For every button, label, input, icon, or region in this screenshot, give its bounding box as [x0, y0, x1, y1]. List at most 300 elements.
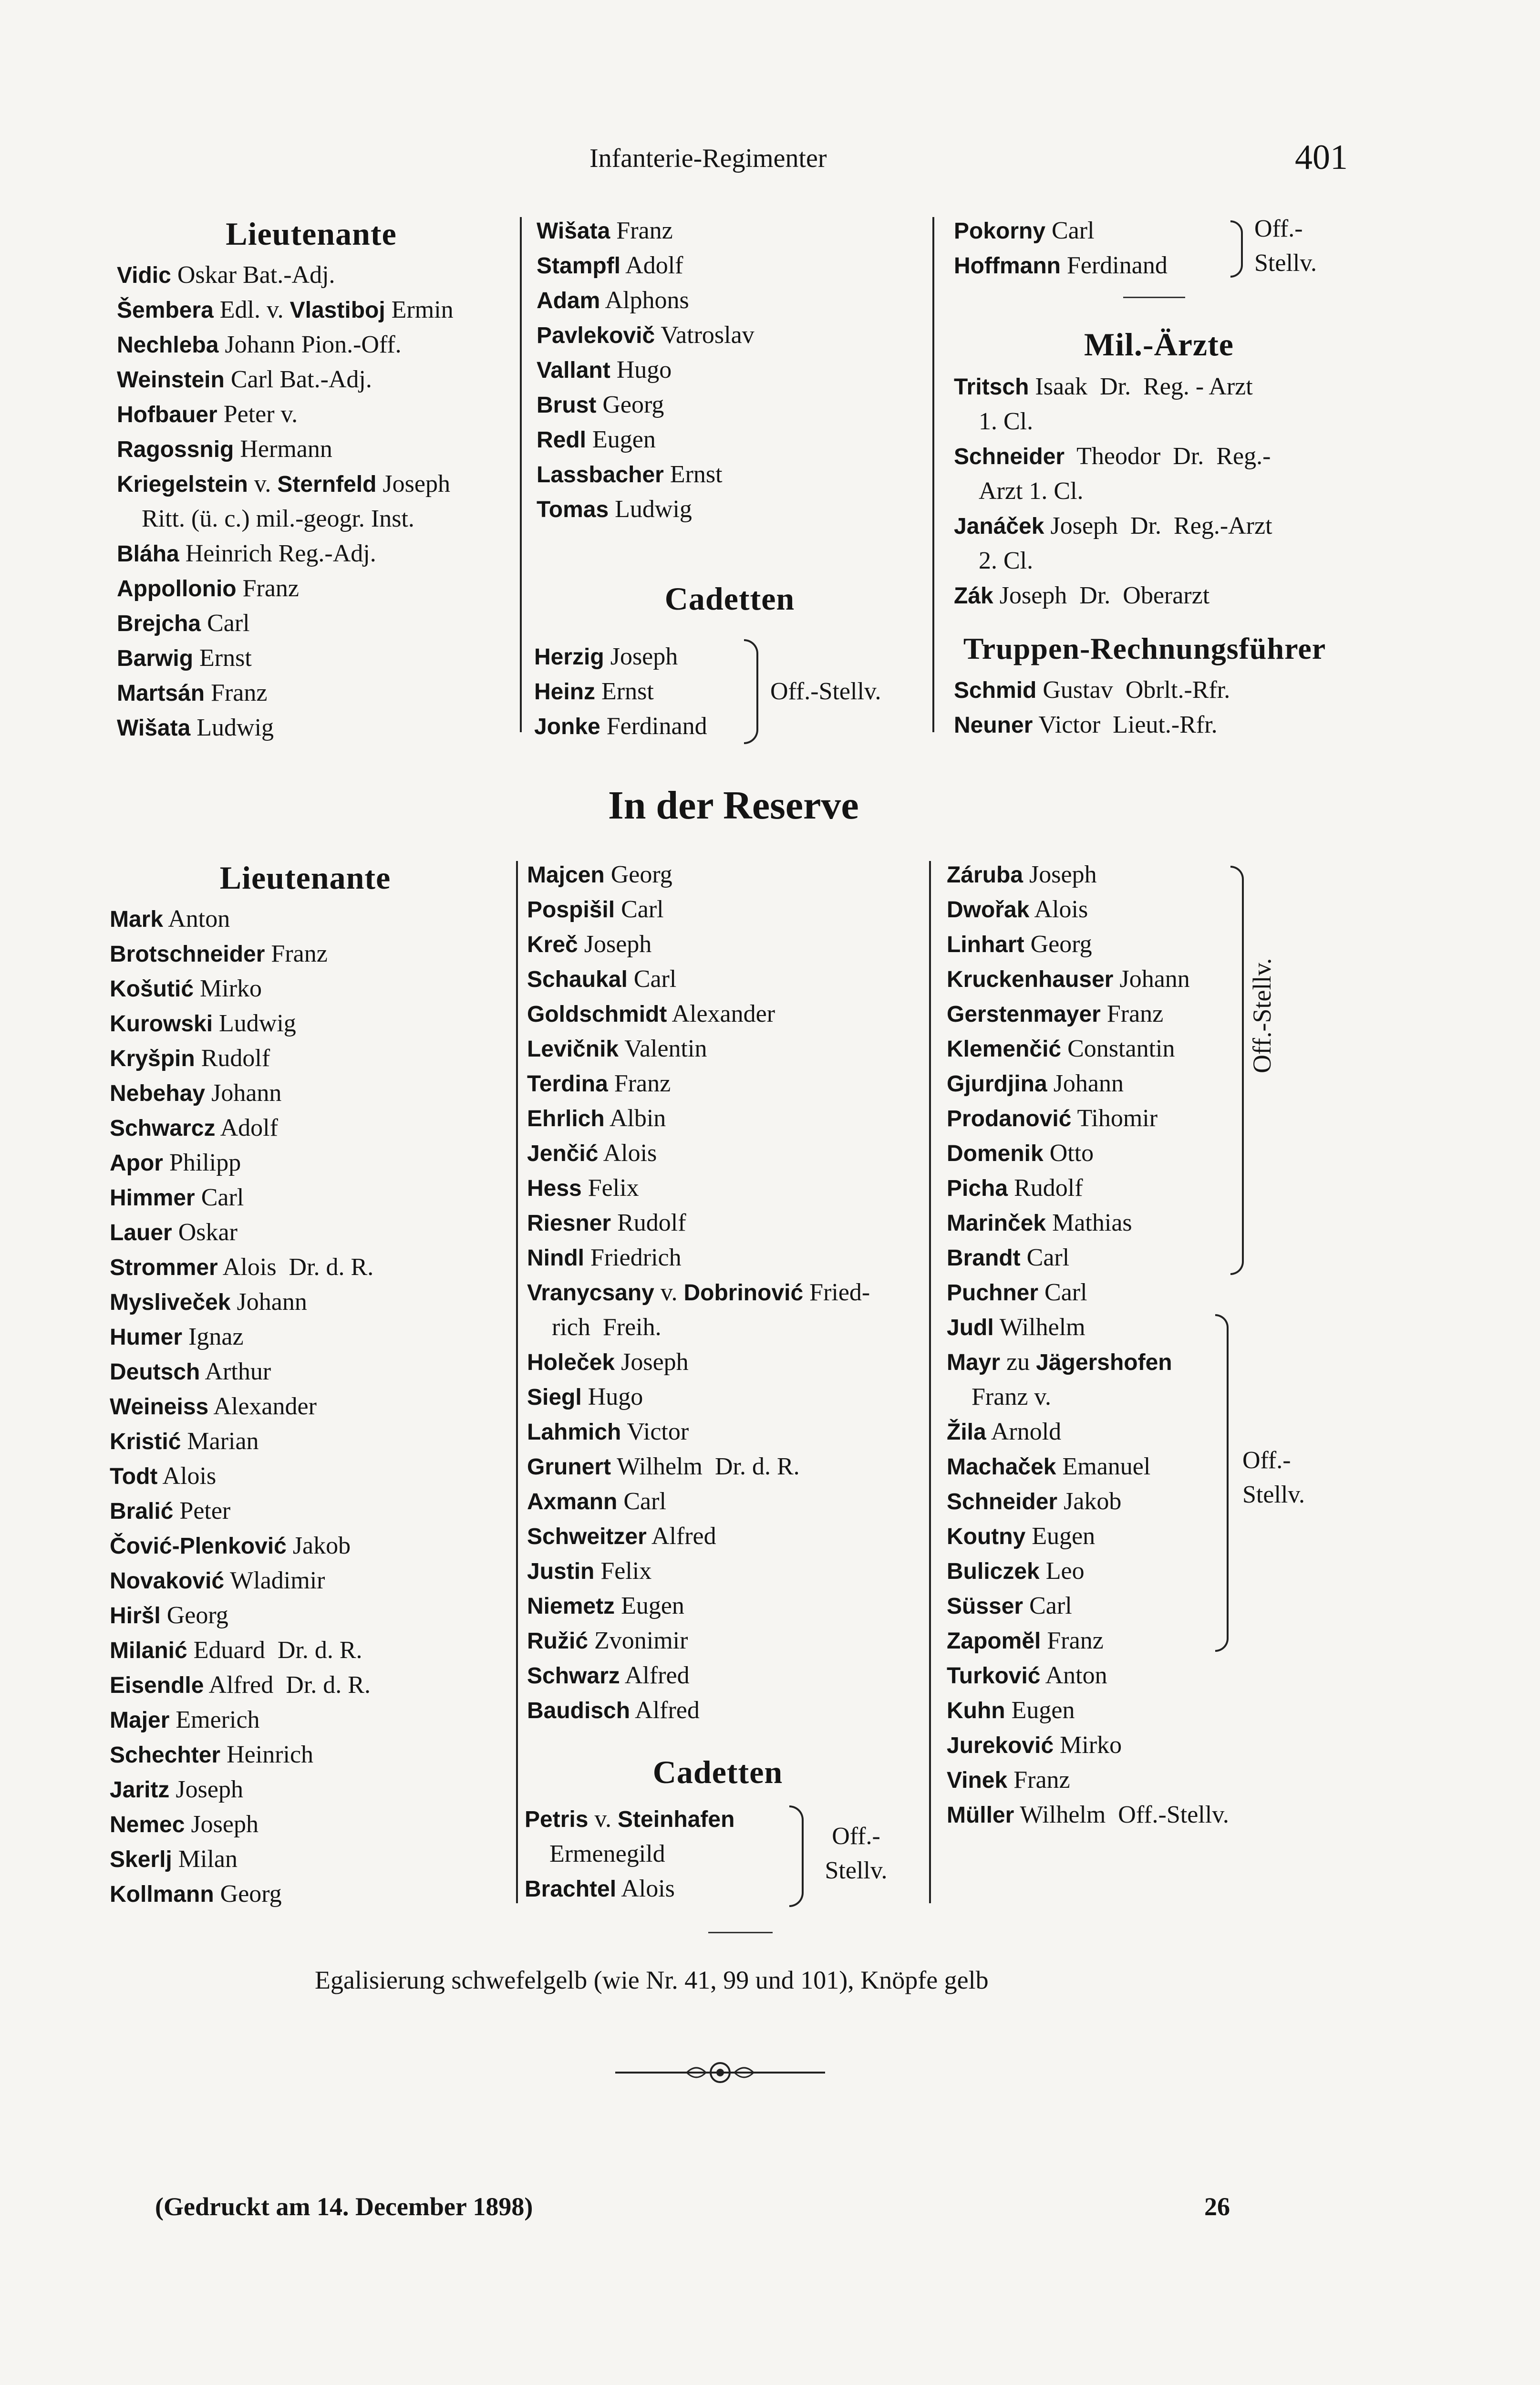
entry-list: [954, 673, 1374, 742]
list-item: [947, 1101, 1338, 1136]
surname: Riesner: [527, 1211, 611, 1236]
surname: Apor: [110, 1151, 163, 1176]
surname: Kruckenhauser: [947, 967, 1114, 992]
surname: Nechleba: [117, 332, 219, 358]
surname: Weinstein: [117, 367, 225, 393]
egalisierung-note: Egalisierung schwefelgelb (wie Nr. 41, 99 und 101), Knöpfe gelb: [315, 1966, 989, 1994]
entry-detail: v.: [654, 1279, 684, 1306]
surname: Buliczek: [947, 1559, 1040, 1584]
entry-detail: Franz: [608, 1070, 671, 1097]
entry-detail: Ferdinand: [1060, 252, 1168, 279]
list-item: [117, 397, 508, 432]
list-item: [537, 492, 928, 527]
list-item: [947, 1171, 1338, 1205]
surname: Zák: [954, 583, 993, 609]
active-middle-column: [537, 213, 928, 527]
entry-detail: Zvonimir: [588, 1627, 688, 1654]
list-item: [110, 1319, 506, 1354]
entry-detail: Arthur: [200, 1358, 271, 1385]
list-item: [947, 1554, 1338, 1588]
entry-detail: Isaak Dr. Reg. - Arzt: [1029, 373, 1253, 400]
surname: Bláha: [117, 541, 179, 567]
entry-list: [954, 369, 1374, 613]
list-item: [110, 971, 506, 1006]
surname: Turković: [947, 1663, 1041, 1689]
surname-part: Vlastiboj: [289, 298, 385, 323]
entry-detail: Eugen: [1025, 1523, 1096, 1550]
group2-label-1: Off.-: [1242, 1447, 1291, 1474]
entry-detail: Anton: [1040, 1662, 1107, 1689]
divider-rule: [1123, 297, 1185, 298]
list-item: [117, 571, 508, 606]
entry-detail: Franz: [205, 679, 268, 706]
surname: Picha: [947, 1176, 1008, 1201]
surname: Terdina: [527, 1071, 608, 1097]
surname: Martsán: [117, 681, 205, 706]
entry-detail: Milan: [172, 1846, 238, 1873]
entry-detail: Heinrich Reg.-Adj.: [179, 540, 376, 567]
entry-detail: Theodor Dr. Reg.-: [1065, 443, 1271, 470]
column-divider: [929, 861, 931, 1903]
entry-detail: Alois: [598, 1140, 657, 1167]
surname: Dwořak: [947, 897, 1030, 923]
entry-detail: Carl: [627, 965, 677, 993]
entry-list: [527, 857, 923, 1728]
heading-rechnungsfuehrer: Truppen-Rechnungsführer: [963, 632, 1326, 665]
surname: Hess: [527, 1176, 582, 1201]
surname: Mysliveček: [110, 1290, 231, 1315]
surname: Janáček: [954, 514, 1044, 539]
surname: Schneider: [954, 444, 1065, 469]
list-item: [110, 1041, 506, 1076]
entry-list: [525, 1802, 792, 1906]
entry-detail: Ernst: [595, 678, 654, 705]
surname: Schneider: [947, 1489, 1058, 1514]
entry-list: [947, 857, 1338, 1832]
list-item: [954, 707, 1374, 742]
entry-detail: Hermann: [234, 436, 332, 463]
list-item: [527, 1031, 923, 1066]
surname: Brachtel: [525, 1877, 617, 1902]
surname: Nebehay: [110, 1081, 206, 1106]
entry-detail: Carl: [1038, 1279, 1087, 1306]
surname: Schmid: [954, 678, 1037, 703]
surname: Mark: [110, 907, 164, 932]
entry-detail: Johann: [1047, 1070, 1124, 1097]
list-item: [534, 674, 773, 709]
list-item: [110, 1702, 506, 1737]
list-item: [947, 962, 1338, 996]
entry-detail: Alois: [157, 1462, 217, 1490]
surname: Tomas: [537, 497, 609, 522]
entry-detail: Alphons: [600, 287, 689, 314]
list-item: [525, 1836, 792, 1871]
surname: Žila: [947, 1420, 986, 1445]
surname: Kuhn: [947, 1698, 1005, 1723]
list-item: [537, 213, 928, 248]
surname: Klemenčić: [947, 1037, 1062, 1062]
entry-detail: Peter: [173, 1497, 231, 1524]
surname: Schwarz: [527, 1663, 620, 1689]
surname: Schechter: [110, 1742, 221, 1768]
surname: Judl: [947, 1315, 994, 1340]
reserve-middle-column: [527, 857, 923, 1728]
list-item: [110, 1563, 506, 1598]
entry-list: [117, 258, 508, 745]
entry-detail: Joseph: [578, 931, 652, 958]
surname: Levičnik: [527, 1037, 619, 1062]
list-item: [527, 1623, 923, 1658]
entry-detail: Fried-: [803, 1279, 870, 1306]
active-cadetten: [534, 639, 773, 744]
list-item: [117, 432, 508, 467]
surname: Pokorny: [954, 218, 1046, 244]
entry-detail: Adolf: [215, 1114, 278, 1141]
list-item: [947, 996, 1338, 1031]
surname: Justin: [527, 1559, 595, 1584]
surname: Redl: [537, 427, 587, 453]
list-item: [947, 1728, 1338, 1763]
list-item: [527, 1588, 923, 1623]
entry-detail: zu: [1000, 1348, 1036, 1376]
surname-part: Sternfeld: [277, 472, 377, 497]
entry-detail: Wilhelm: [993, 1314, 1085, 1341]
entry-detail: rich Freih.: [552, 1314, 661, 1341]
list-item: [947, 1240, 1338, 1275]
list-item: [947, 892, 1338, 927]
entry-detail: Joseph: [376, 470, 450, 498]
entry-detail: Tihomir: [1071, 1105, 1158, 1132]
surname: Bralić: [110, 1499, 174, 1524]
list-item: [947, 1205, 1338, 1240]
page-number: 401: [1295, 138, 1348, 177]
list-item: [110, 1215, 506, 1250]
surname: Novaković: [110, 1568, 225, 1594]
list-item: [117, 675, 508, 710]
list-item: [537, 283, 928, 318]
list-item: [527, 1519, 923, 1554]
list-item: [954, 474, 1374, 508]
entry-detail: Rudolf: [195, 1045, 270, 1072]
entry-detail: Wladimir: [224, 1567, 325, 1594]
entry-detail: Ludwig: [190, 714, 274, 741]
surname: Nemec: [110, 1812, 185, 1837]
surname: Majer: [110, 1708, 170, 1733]
entry-detail: Victor Lieut.-Rfr.: [1033, 711, 1218, 738]
surname: Wišata: [117, 716, 191, 741]
entry-detail: Wilhelm Dr. d. R.: [611, 1453, 800, 1480]
sheet-number: 26: [1204, 2192, 1230, 2221]
entry-list: [534, 639, 773, 744]
surname: Vallant: [537, 358, 610, 383]
list-item: [947, 1379, 1338, 1414]
list-item: [110, 1076, 506, 1110]
surname: Herzig: [534, 644, 604, 670]
surname: Wišata: [537, 218, 610, 244]
list-item: [534, 709, 773, 744]
list-item: [110, 1424, 506, 1459]
entry-detail: Edl. v.: [213, 296, 290, 323]
list-item: [954, 578, 1374, 613]
surname: Adam: [537, 288, 600, 313]
list-item: [525, 1871, 792, 1906]
entry-detail: Franz: [236, 575, 299, 602]
list-item: [534, 639, 773, 674]
entry-detail: Peter v.: [217, 401, 298, 428]
entry-detail: Alexander: [667, 1000, 775, 1027]
surname: Machaček: [947, 1454, 1056, 1480]
surname: Kurowski: [110, 1011, 213, 1037]
entry-detail: Johann: [230, 1288, 307, 1316]
list-item: [947, 1031, 1338, 1066]
surname: Brejcha: [117, 611, 201, 636]
surname: Lahmich: [527, 1420, 621, 1445]
list-item: [527, 1379, 923, 1414]
list-item: [110, 936, 506, 971]
brace: [1230, 866, 1244, 1275]
list-item: [947, 1066, 1338, 1101]
list-item: [954, 439, 1374, 474]
entry-detail: Ermenegild: [549, 1840, 665, 1867]
list-item: [954, 404, 1374, 439]
surname: Todt: [110, 1464, 158, 1489]
running-header: Infanterie-Regimenter: [589, 144, 827, 173]
entry-detail: Joseph: [1023, 861, 1097, 888]
entry-detail: Carl: [201, 610, 250, 637]
entry-detail: Carl Bat.-Adj.: [224, 366, 372, 393]
surname: Ragossnig: [117, 437, 234, 462]
surname: Majcen: [527, 862, 605, 888]
list-item: [117, 536, 508, 571]
group2-label-2: Stellv.: [1242, 1481, 1305, 1508]
surname: Hoffmann: [954, 253, 1061, 279]
entry-detail: Alfred: [630, 1697, 700, 1724]
list-item: [117, 710, 508, 745]
surname: Kollmann: [110, 1882, 214, 1907]
list-item: [947, 927, 1338, 962]
list-item: [537, 248, 928, 283]
list-item: [947, 1310, 1338, 1345]
list-item: [110, 1459, 506, 1493]
surname: Kreč: [527, 932, 578, 957]
ornament-divider: [615, 2058, 825, 2087]
list-item: [527, 1449, 923, 1484]
entry-detail: Ernst: [663, 461, 723, 488]
entry-detail: Albin: [604, 1105, 666, 1132]
entry-detail: Georg: [596, 391, 664, 418]
surname: Siegl: [527, 1385, 582, 1410]
surname: Schweitzer: [527, 1524, 647, 1549]
surname: Brandt: [947, 1245, 1021, 1271]
entry-detail: Arnold: [986, 1418, 1062, 1445]
list-item: [117, 606, 508, 641]
entry-detail: Victor: [621, 1418, 689, 1445]
surname-part: Dobrinović: [683, 1280, 804, 1306]
list-item: [527, 1554, 923, 1588]
brace: [1230, 220, 1243, 278]
active-left-column: [117, 210, 508, 745]
surname: Stampfl: [537, 253, 621, 279]
entry-detail: Georg: [160, 1602, 228, 1629]
entry-detail: Otto: [1043, 1140, 1094, 1167]
surname: Skerlj: [110, 1847, 172, 1872]
surname: Gjurdjina: [947, 1071, 1047, 1097]
entry-detail: Joseph Dr. Reg.-Arzt: [1044, 512, 1272, 539]
list-item: [110, 902, 506, 936]
column-divider: [520, 217, 522, 732]
list-item: [537, 387, 928, 422]
surname: Koutny: [947, 1524, 1026, 1549]
list-item: [527, 1171, 923, 1205]
list-item: [117, 292, 508, 327]
list-item: [947, 1623, 1338, 1658]
surname-part: Steinhafen: [618, 1807, 735, 1832]
surname: Hiršl: [110, 1603, 161, 1628]
list-item: [954, 508, 1374, 543]
list-item: [117, 258, 508, 292]
entry-detail: Alois: [1029, 896, 1088, 923]
entry-detail: Georg: [214, 1880, 282, 1908]
list-item: [954, 543, 1374, 578]
surname: Kriegelstein: [117, 472, 248, 497]
cadetten-rank-label: Off.-Stellv.: [770, 678, 881, 705]
surname: Kryšpin: [110, 1046, 195, 1071]
list-item: [947, 1763, 1338, 1797]
list-item: [537, 457, 928, 492]
entry-detail: Ignaz: [182, 1323, 244, 1350]
rf-list: [954, 673, 1374, 742]
surname: Hofbauer: [117, 402, 217, 427]
entry-detail: Ermin: [385, 296, 454, 323]
surname: Záruba: [947, 862, 1023, 888]
entry-detail: Rudolf: [1008, 1174, 1083, 1202]
entry-detail: Franz: [1041, 1627, 1104, 1654]
cadetten-label-2: Stellv.: [825, 1857, 888, 1884]
entry-detail: Carl: [1045, 217, 1095, 244]
list-item: [117, 327, 508, 362]
list-item: [947, 1136, 1338, 1171]
list-item: [947, 1658, 1338, 1693]
surname: Puchner: [947, 1280, 1039, 1306]
entry-detail: Jakob: [1057, 1488, 1122, 1515]
surname: Čović-Plenković: [110, 1534, 287, 1559]
list-item: [110, 1668, 506, 1702]
surname: Vinek: [947, 1768, 1008, 1793]
column-divider: [516, 861, 518, 1903]
list-item: [527, 1310, 923, 1345]
entry-detail: Adolf: [620, 252, 683, 279]
entry-list: [110, 902, 506, 1911]
surname: Deutsch: [110, 1359, 200, 1385]
surname: Niemetz: [527, 1594, 615, 1619]
list-item: [527, 892, 923, 927]
list-item: [110, 1807, 506, 1842]
entry-detail: Rudolf: [611, 1209, 686, 1236]
list-item: [110, 1110, 506, 1145]
list-item: [110, 1250, 506, 1285]
entry-detail: Joseph: [169, 1776, 243, 1803]
list-item: [110, 1006, 506, 1041]
list-item: [527, 962, 923, 996]
reserve-right-column: [947, 857, 1338, 1832]
surname: Zapomĕl: [947, 1628, 1041, 1654]
entry-detail: Emanuel: [1056, 1453, 1151, 1480]
surname: Ehrlich: [527, 1106, 605, 1131]
reserve-cadetten: [525, 1802, 792, 1906]
entry-detail: Emerich: [169, 1706, 260, 1733]
surname: Heinz: [534, 679, 596, 705]
entry-detail: Arzt 1. Cl.: [979, 477, 1084, 505]
entry-detail: Eugen: [586, 426, 656, 453]
list-item: [954, 673, 1374, 707]
heading-mil-aerzte: Mil.-Ärzte: [1084, 326, 1234, 363]
entry-detail: Johann Pion.-Off.: [218, 331, 402, 358]
surname: Jureković: [947, 1733, 1054, 1758]
entry-detail: Georg: [604, 861, 672, 888]
entry-detail: Jakob: [286, 1532, 351, 1559]
list-item: [110, 1285, 506, 1319]
surname: Schwarcz: [110, 1116, 216, 1141]
surname: Domenik: [947, 1141, 1044, 1166]
list-item: [117, 501, 508, 536]
surname: Brotschneider: [110, 942, 265, 967]
list-item: [110, 1528, 506, 1563]
entry-detail: Ferdinand: [600, 713, 707, 740]
entry-detail: Franz: [1007, 1766, 1070, 1794]
list-item: [527, 927, 923, 962]
list-item: [947, 1693, 1338, 1728]
heading-cadetten: Cadetten: [652, 1754, 783, 1790]
surname: Jenčić: [527, 1141, 599, 1166]
list-item: [110, 1180, 506, 1215]
entry-detail: Carl: [195, 1184, 244, 1211]
stellv-label-2: Stellv.: [1254, 249, 1317, 277]
list-item: [110, 1877, 506, 1911]
surname: Gerstenmayer: [947, 1002, 1101, 1027]
list-item: [110, 1389, 506, 1424]
surname: Lauer: [110, 1220, 172, 1245]
entry-detail: Eduard Dr. d. R.: [187, 1637, 362, 1664]
entry-detail: Anton: [163, 905, 230, 933]
surname: Baudisch: [527, 1698, 630, 1723]
heading-lieutenante: Lieutenante: [226, 216, 397, 252]
list-item: [954, 213, 1374, 248]
surname: Jaritz: [110, 1777, 170, 1803]
entry-detail: Franz: [265, 940, 328, 967]
list-item: [110, 1493, 506, 1528]
entry-detail: Friedrich: [584, 1244, 682, 1271]
entry-detail: Franz: [610, 217, 673, 244]
surname: Strommer: [110, 1255, 218, 1280]
list-item: [537, 353, 928, 387]
brace: [1215, 1314, 1229, 1652]
entry-detail: Joseph: [615, 1348, 689, 1376]
surname: Kristić: [110, 1429, 181, 1454]
entry-detail: Joseph: [185, 1811, 258, 1838]
list-item: [525, 1802, 792, 1836]
surname: Ružić: [527, 1628, 589, 1654]
list-item: [110, 1772, 506, 1807]
entry-detail: Georg: [1024, 931, 1092, 958]
surname: Humer: [110, 1325, 183, 1350]
entry-detail: Hugo: [581, 1383, 643, 1410]
surname: Schaukal: [527, 967, 628, 992]
list-item: [947, 1797, 1338, 1832]
surname: Šembera: [117, 298, 214, 323]
list-item: [527, 1101, 923, 1136]
stellv-label-1: Off.-: [1254, 215, 1303, 242]
surname: Linhart: [947, 932, 1024, 957]
